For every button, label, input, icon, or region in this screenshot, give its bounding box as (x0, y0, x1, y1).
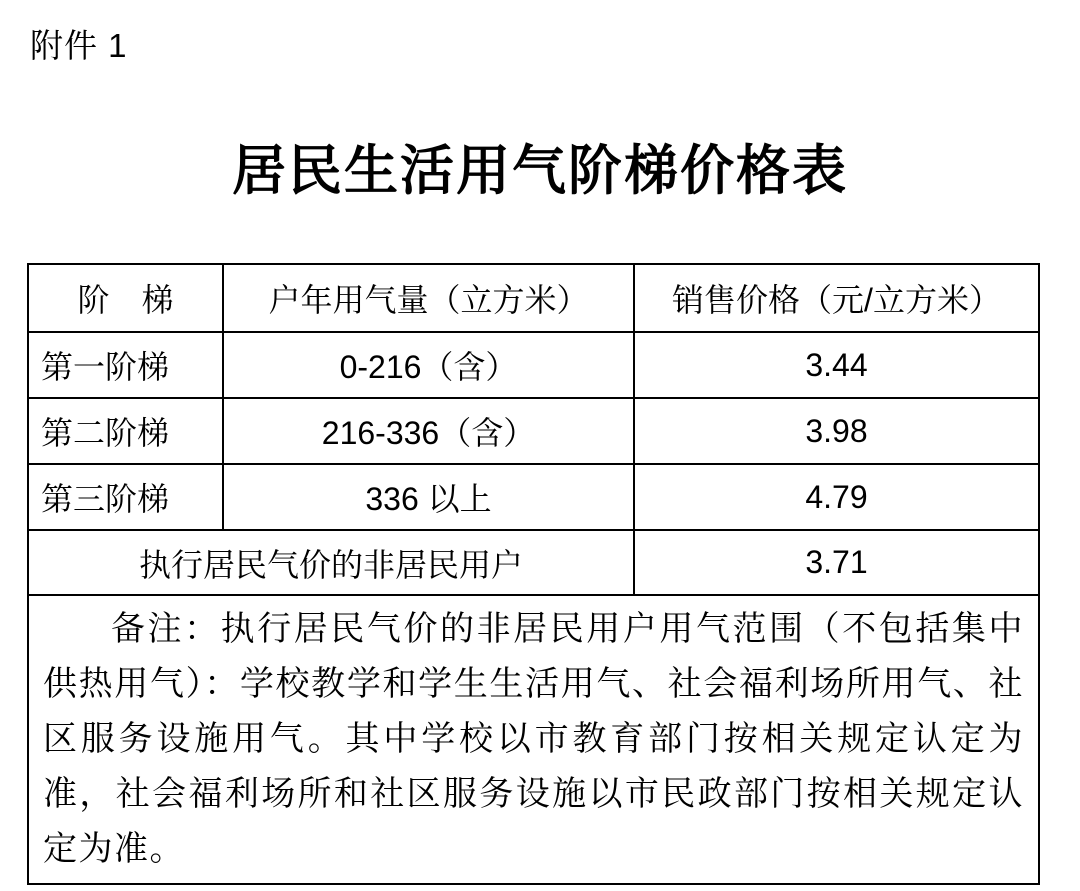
tier3-price: 4.79 (634, 464, 1039, 530)
tier2-volume: 216-336（含） (223, 398, 634, 464)
table-row-tier1 (28, 332, 1039, 398)
table-row-non-resident (28, 530, 1039, 595)
header-volume: 户年用气量（立方米） (223, 264, 634, 332)
tier3-volume: 336 以上 (223, 464, 634, 530)
header-tier: 阶 梯 (28, 264, 223, 332)
tier2-price: 3.98 (634, 398, 1039, 464)
table-row-note (28, 595, 1039, 884)
tier1-price: 3.44 (634, 332, 1039, 398)
non-resident-label: 执行居民气价的非居民用户 (28, 530, 634, 595)
page-title: 居民生活用气阶梯价格表 (232, 138, 848, 202)
attachment-label: 附件 1 (30, 27, 128, 64)
table-header-row (28, 264, 1039, 332)
tier1-volume: 0-216（含） (223, 332, 634, 398)
table-row-tier3 (28, 464, 1039, 530)
table-row-tier2 (28, 398, 1039, 464)
price-table (27, 263, 1040, 885)
tier1-name: 第一阶梯 (28, 332, 223, 398)
tier2-name: 第二阶梯 (28, 398, 223, 464)
header-price: 销售价格（元/立方米） (634, 264, 1039, 332)
note-text: 备注：执行居民气价的非居民用户用气范围（不包括集中供热用气）：学校教学和学生生活用气、社会福利场所用气、社区服务设施用气。其中学校以市教育部门按相关规定认定为准，社会福利场所和社区服务设施以市民政部门按相关规定认定为准。 (28, 595, 1039, 884)
tier3-name: 第三阶梯 (28, 464, 223, 530)
non-resident-price: 3.71 (634, 530, 1039, 595)
